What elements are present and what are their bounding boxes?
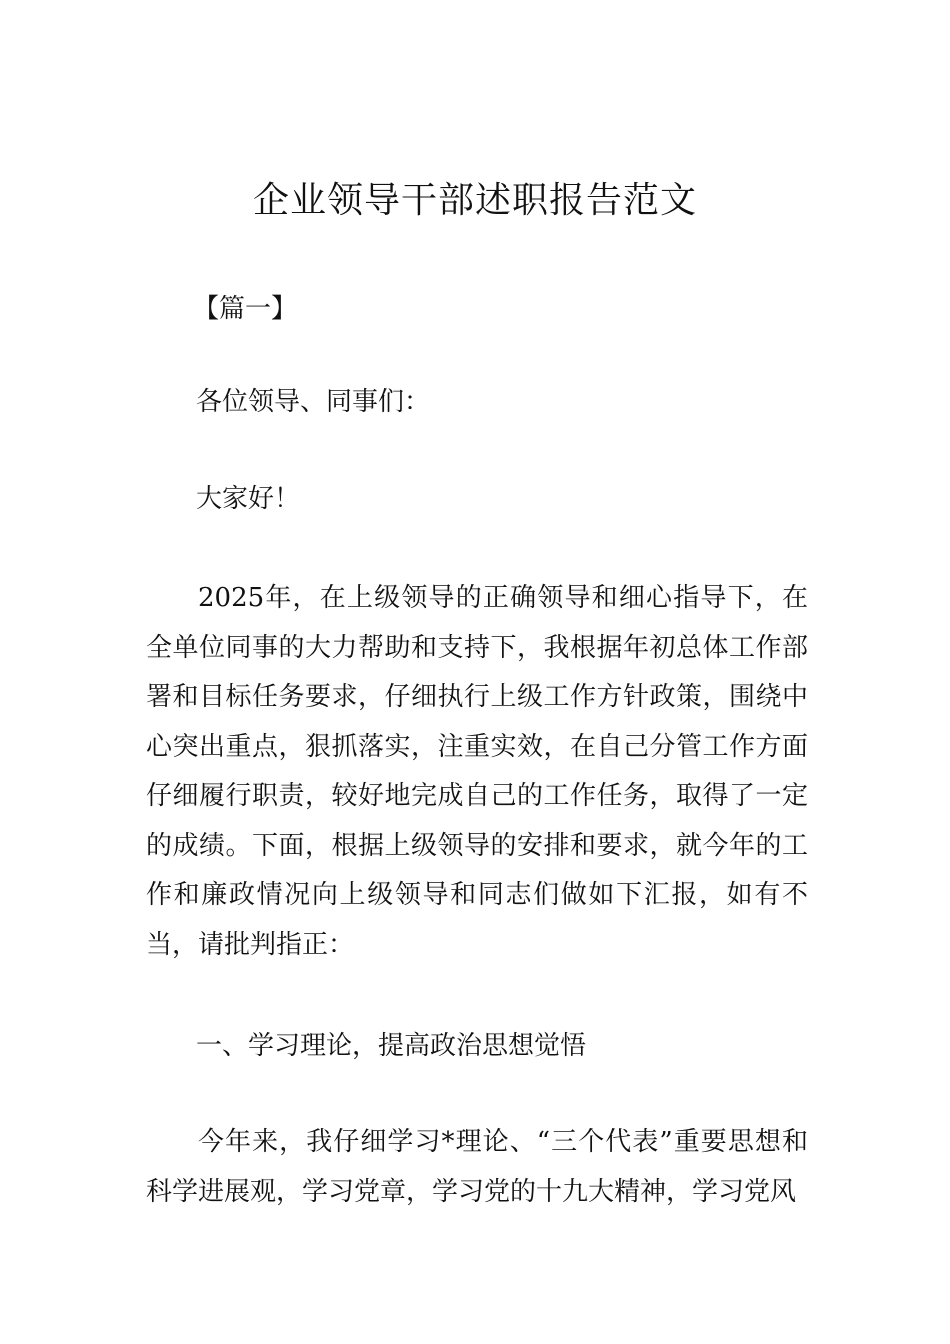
section-heading: 一、学习理论，提高政治思想觉悟 [196,1031,587,1061]
section-label: 【篇一】 [193,294,298,324]
body-paragraph: 2025年，在上级领导的正确领导和细心指导下，在全单位同事的大力帮助和支持下，我根据年初总体工作部署和目标任务要求，仔细执行上级工作方针政策，围绕中心突出重点，狠抓落实，注重实效，在自己分管工作方面仔细履行职责，较好地完成自己的工作任务，取得了一定的成绩。下面，根据上级领导的安排和要求，就今年的工作和廉政情况向上级领导和同志们做如下汇报，如有不当，请批判指正： [146,583,808,960]
greeting: 各位领导、同事们： [196,387,431,417]
body-paragraph: 今年来，我仔细学习*理论、“三个代表”重要思想和科学进展观，学习党章，学习党的十九大精神，学习党风 [146,1127,808,1207]
document-title: 企业领导干部述职报告范文 [252,180,697,221]
salutation: 大家好！ [196,484,301,514]
